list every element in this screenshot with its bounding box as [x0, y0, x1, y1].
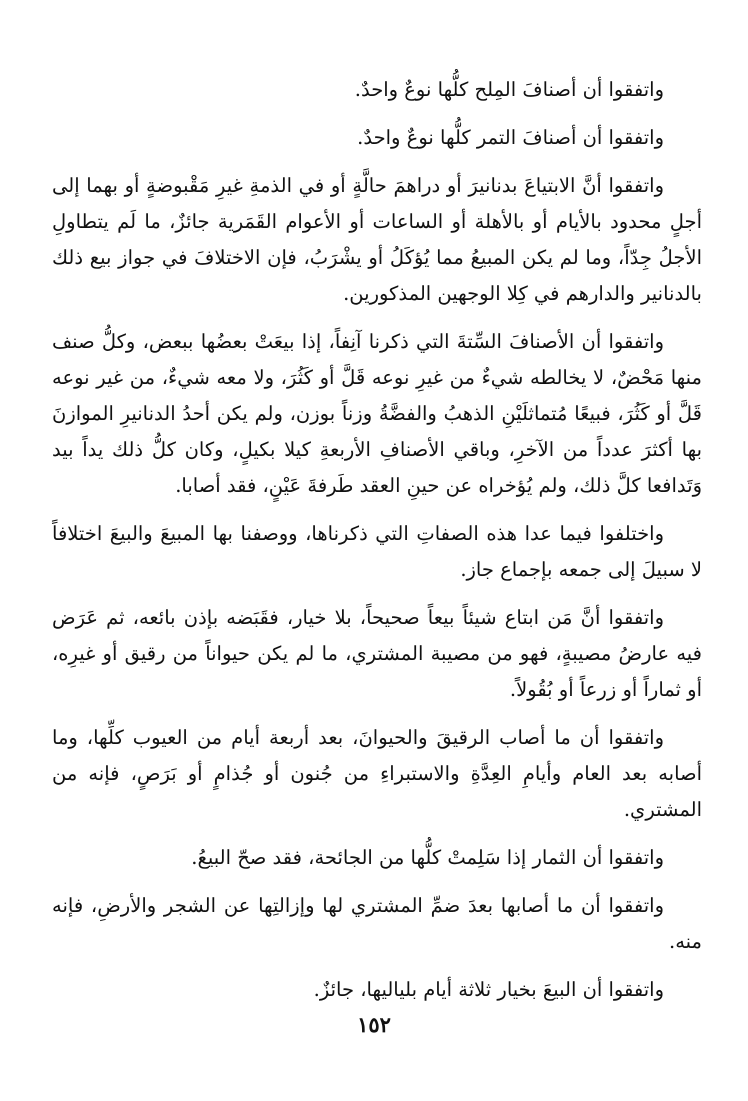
paragraph-salt-types: واتفقوا أن أصنافَ المِلح كلُّها نوعٌ واحدٌ.	[354, 78, 664, 101]
page-body	[52, 72, 702, 1020]
page-number: ١٥٢	[357, 1012, 391, 1037]
paragraph-after-harvest: واتفقوا أن ما أصابها بعدَ ضمِّ المشتري لها وإزالتِها عن الشجر والأرضِ، فإنه منه.	[52, 894, 702, 953]
paragraph-sale-by-currency: واتفقوا أنَّ الابتياعَ بدنانيرَ أو دراهمَ حالَّةٍ أو في الذمةِ غيرِ مَقْبوضةٍ أو بهما إلى أجلٍ محدود بالأيام أو بالأهلة أو الساعات أو الأعوام القَمَرية جائزٌ، ما لَم يتطاولِ الأجلُ جِدّاً، وما لم يكن المبيعُ مما يُؤكَلُ أو يشْرَبُ، فإن الاختلافَ في جواز بيع ذلك بالدنانير والدارهم في كِلا الوجهين المذكورين.	[52, 174, 702, 305]
paragraph-fruits-safe: واتفقوا أن الثمار إذا سَلِمتْ كلُّها من الجائحة، فقد صحّ البيعُ.	[191, 846, 664, 869]
paragraph-three-day-option: واتفقوا أن البيعَ بخيار ثلاثة أيام بلياليها، جائزٌ.	[313, 978, 664, 1001]
paragraph-disagreement: واختلفوا فيما عدا هذه الصفاتِ التي ذكرناها، ووصفنا بها المبيعَ والبيعَ اختلافاً لا سبيلَ إلى جمعه بإجماع جاز.	[52, 522, 702, 581]
paragraph-slaves-animals: واتفقوا أن ما أصاب الرقيقَ والحيوانَ، بعد أربعة أيام من العيوب كلِّها، وما أصابه بعد العام وأيامِ العِدَّةِ والاستبراءِ من جُنون أو جُذامٍ أو بَرَصٍ، فإنه من المشتري.	[52, 726, 702, 821]
paragraph-date-types: واتفقوا أن أصنافَ التمر كلُّها نوعٌ واحدٌ.	[357, 126, 664, 149]
paragraph-buyer-loss: واتفقوا أنَّ مَن ابتاع شيئاً بيعاً صحيحاً، بلا خيار، فقَبَضه بإذن بائعه، ثم عَرَض فيه عارضُ مصيبةٍ، فهو من مصيبة المشتري، ما لم يكن حيواناً من رقيق أو غيرِه، أو ثماراً أو زرعاً أو بُقُولاً.	[52, 606, 702, 701]
paragraph-six-categories: واتفقوا أن الأصنافَ السِّتةَ التي ذكرنا آنِفاً، إذا بيعَتْ بعضُها ببعض، وكلُّ صنف منها مَحْضٌ، لا يخالطه شيءٌ من غيرِ نوعه قَلَّ أو كَثُرَ، ولا معه شيءٌ، من غير نوعه قَلَّ أو كَثُرَ، فبيعًا مُتماثلَيْنِ الذهبُ والفضَّةُ وزناً بوزن، ولم يكن أحدُ الدنانيرِ الموازنَ بها أكثرَ عدداً من الآخرِ، وباقي الأصنافِ الأربعةِ كيلا بكيلٍ، وكان كلُّ ذلك يداً بيد وَتَدافعا كلَّ ذلك، ولم يُؤخراه عن حينِ العقد طَرفةَ عَيْنٍ، فقد أصابا.	[52, 330, 702, 497]
